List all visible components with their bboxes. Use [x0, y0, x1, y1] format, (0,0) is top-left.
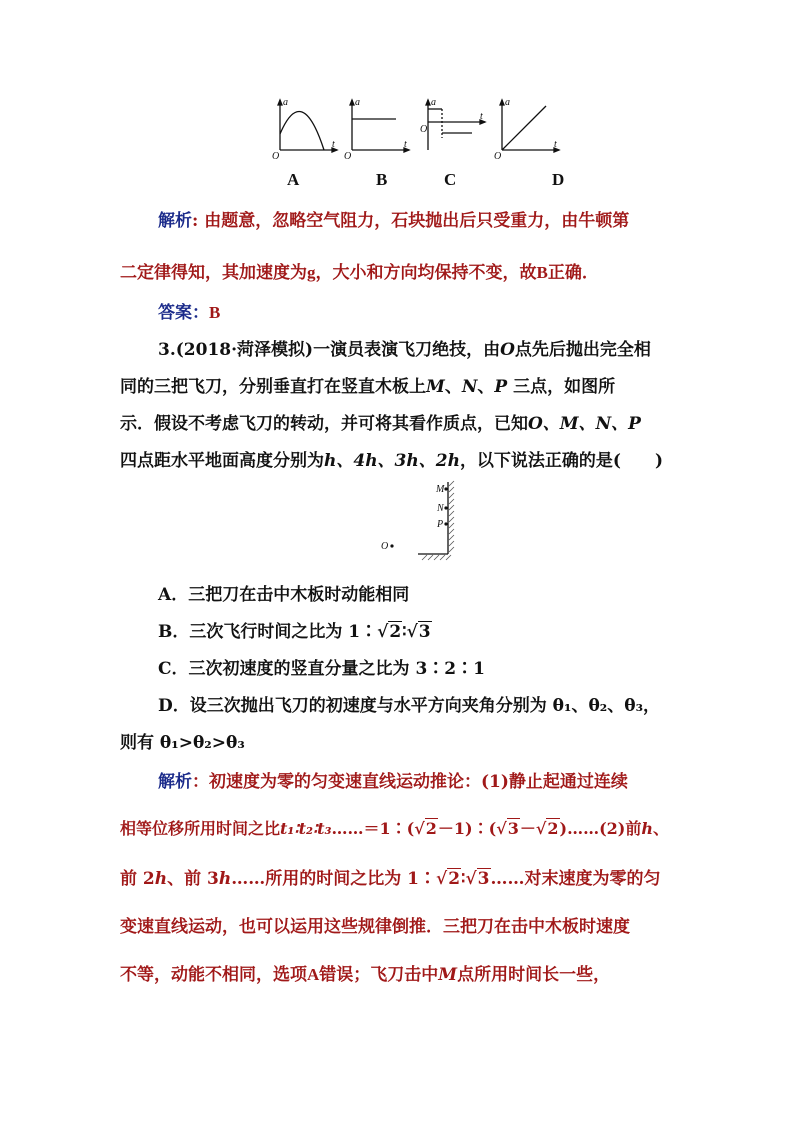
analysis2-line2: 相等位移所用时间之比t₁∶t₂∶t₃……＝1∶(√2－1)∶(√3－√2)……(2)前h、 [120, 819, 670, 838]
graph-a-x-label: t [332, 139, 335, 150]
graph-c-origin: O [420, 124, 428, 135]
question-line4: 四点距水平地面高度分别为h、4h、3h、2h，以下说法正确的是( ) [120, 451, 664, 471]
option-d-line1: D．设三次抛出飞刀的初速度与水平方向夹角分别为 θ₁、θ₂、θ₃， [158, 696, 661, 716]
point-o-dot [390, 544, 393, 547]
analysis2-label: 解析 [158, 772, 192, 792]
graph-d-y-label: a [505, 97, 510, 108]
option-c: C．三次初速度的竖直分量之比为 3∶2∶1 [158, 659, 485, 679]
graph-d-label: D [552, 170, 565, 189]
analysis2-line5: 不等，动能不相同，选项A错误；飞刀击中M点所用时间长一些， [120, 965, 611, 985]
analysis1-line1: 解析: 由题意，忽略空气阻力，石块抛出后只受重力，由牛顿第 [158, 211, 630, 231]
question-line1: 3.(2018·菏泽模拟)一演员表演飞刀绝技，由O点先后抛出完全相 [158, 340, 651, 360]
point-n-label: N [437, 503, 444, 514]
graph-d-origin: O [494, 151, 502, 162]
graph-b-x-label: t [404, 139, 407, 150]
option-a: A．三把刀在击中木板时动能相同 [158, 585, 410, 605]
option-d-line2: 则有 θ₁>θ₂>θ₃ [120, 733, 245, 753]
analysis2-line3: 前 2h、前 3h……所用的时间之比为 1∶√2∶√3……对末速度为零的匀 [120, 869, 661, 889]
analysis2-line1: 解析：初速度为零的匀变速直线运动推论：(1)静止起通过连续 [158, 772, 628, 792]
point-p-dot [444, 522, 447, 525]
graph-a-y-label: a [283, 97, 288, 108]
point-m-dot [444, 487, 447, 490]
graph-d-x-label: t [554, 139, 557, 150]
point-p-label: P [437, 519, 444, 530]
analysis1-line2: 二定律得知，其加速度为g，大小和方向均保持不变，故B正确． [120, 263, 599, 283]
point-o-label: O [381, 541, 389, 552]
option-b: B．三次飞行时间之比为 1∶√2∶√3 [158, 622, 431, 642]
graph-c-x-label: t [480, 111, 483, 122]
question-line2: 同的三把飞刀，分别垂直打在竖直木板上M、N、P 三点，如图所 [120, 377, 616, 397]
graph-a-label: A [287, 170, 300, 189]
graphs-figure [262, 92, 692, 162]
analysis-label: 解析 [158, 211, 192, 231]
analysis2-line4: 变速直线运动，也可以运用这些规律倒推．三把刀在击中木板时速度 [120, 917, 630, 937]
point-m-label: M [436, 484, 445, 495]
knife-figure [370, 478, 460, 564]
graph-c-label: C [444, 170, 457, 189]
graph-b-y-label: a [355, 97, 360, 108]
graph-b-label: B [376, 170, 388, 189]
graph-a-origin: O [272, 151, 280, 162]
answer [158, 298, 220, 323]
graph-c-y-label: a [431, 97, 436, 108]
answer-label: 答案： [158, 303, 209, 323]
question-line3: 示．假设不考虑飞刀的转动，并可将其看作质点，已知O、M、N、P [120, 414, 641, 434]
graph-b-origin: O [344, 151, 352, 162]
point-n-dot [444, 506, 447, 509]
answer-value: B [209, 303, 221, 322]
